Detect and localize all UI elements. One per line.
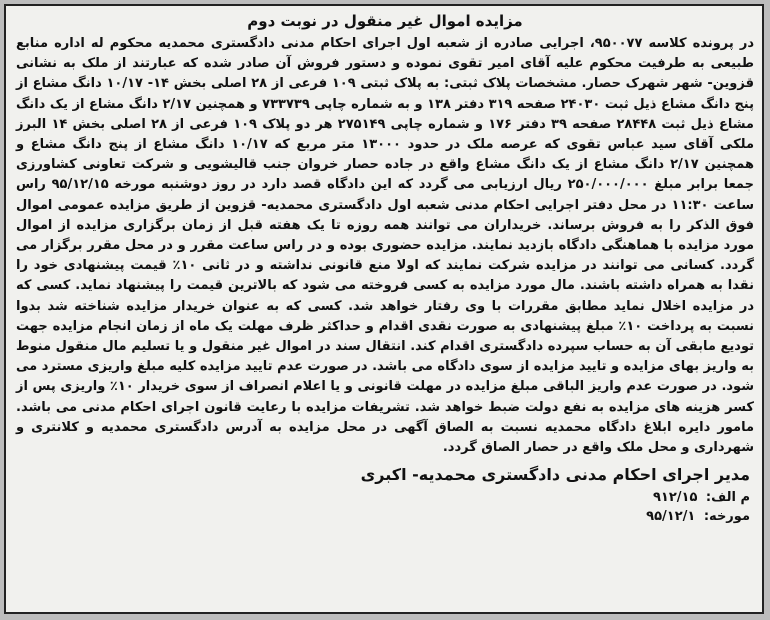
legal-notice: [4, 4, 764, 614]
notice-body: در پرونده کلاسه ۹۵۰۰۷۷، اجرایی صادره از شعبه اول اجرای احکام مدنی دادگستری محمدیه محکوم له اداره منابع طبیعی به طرفیت محکوم علیه آقای امیر تقوی نموده و دستور فروش آن صادر شده که عبارتند از ملک به نشانی قزوین- شهر شهرک حصار. مشخصات پلاک ثبتی: به پلاک ثبتی ۱۰۹ فرعی از ۲۸ اصلی بخش ۱۴- ۱۰/۱۷ دانگ مشاع از پنج دانگ مشاع ذیل ثبت ۲۴۰۳۰ صفحه ۳۱۹ دفتر ۱۳۸ و به شماره چاپی ۷۳۳۷۳۹ و همچنین ۲/۱۷ دانگ مشاع از یک دانگ مشاع ذیل ثبت ۲۸۴۴۸ صفحه ۳۹ دفتر ۱۷۶ و شماره چاپی ۲۷۵۱۴۹ هر دو پلاک ۱۰۹ فرعی از ۲۸ اصلی بخش ۱۴ البرز ملکی آقای سید عباس تقوی که عرصه ملک در حدود ۱۳۰۰۰ متر مربع که ۱۰/۱۷ دانگ مشاع از پنج دانگ مشاع و همچنین ۲/۱۷ دانگ مشاع از یک دانگ مشاع واقع در جاده حصار خروان جنب قالیشویی و شرکت تعاونی کشاورزی جمعا برابر مبلغ ۲۵۰/۰۰۰/۰۰۰ ریال ارزیابی می گردد که این دادگاه قصد دارد در روز دوشنبه مورخه ۹۵/۱۲/۱۵ راس ساعت ۱۱:۳۰ در محل دفتر اجرایی احکام مدنی شعبه اول دادگستری محمدیه- قزوین از طریق مزایده عمومی اموال فوق الذکر را به فروش برساند. خریداران می توانند همه روزه تا یک هفته قبل از زمان برگزاری مزایده از اموال مورد مزایده با هماهنگی دادگاه بازدید نمایند. مزایده حضوری بوده و در راس ساعت مقرر و در محل مقرر برگزار می گردد. کسانی می توانند در مزایده شرکت نمایند که اولا منع قانونی نداشته و در ثانی ۱۰٪ قیمت پیشنهادی خود را نقدا به همراه داشته باشند. مال مورد مزایده به کسی فروخته می شود که بالاترین قیمت را پیشنهاد نماید. کسی که در مزایده اخلال نماید مطابق مقررات با وی رفتار خواهد شد. کسی که به عنوان خریدار مزایده شناخته شد بدوا نسبت به پرداخت ۱۰٪ مبلغ پیشنهادی به صورت نقدی اقدام و حداکثر ظرف مهلت یک ماه از زمان انجام مزایده جهت تودیع مابقی آن به حساب سپرده دادگستری اقدام کند. انتقال سند در اموال غیر منقول و یا تسلیم مال منقول منوط به واریز بهای مزایده و تایید مزایده از سوی دادگاه می باشد. در صورت عدم تایید مزایده کلیه مبلغ واریزی مسترد می شود. در صورت عدم واریز الباقی مبلغ مزایده در مهلت قانونی و یا اعلام انصراف از سوی خریدار ۱۰٪ واریزی پس از کسر هزینه های مزایده به نفع دولت ضبط خواهد شد. تشریفات مزایده با رعایت قانون اجرای احکام مدنی می باشد. مامور دایره ابلاغ دادگاه محمدیه نسبت به الصاق آگهی در محل مزایده به آدرس دادگستری محمدیه و کلانتری و شهرداری و محل ملک واقع در حصار الصاق گردد.: [16, 36, 755, 456]
reference-number: ۹۱۲/۱۵: [652, 490, 698, 506]
notice-title: مزایده اموال غیر منقول در نوبت دوم: [247, 12, 523, 30]
date-value: ۹۵/۱۲/۱: [646, 509, 696, 525]
signature-line: مدیر اجرای احکام مدنی دادگستری محمدیه- اکبری: [360, 465, 750, 485]
reference-label: م الف:: [705, 490, 750, 506]
date-label: مورخه:: [703, 509, 750, 525]
reference-line: [16, 488, 754, 507]
date-line: [16, 507, 754, 526]
